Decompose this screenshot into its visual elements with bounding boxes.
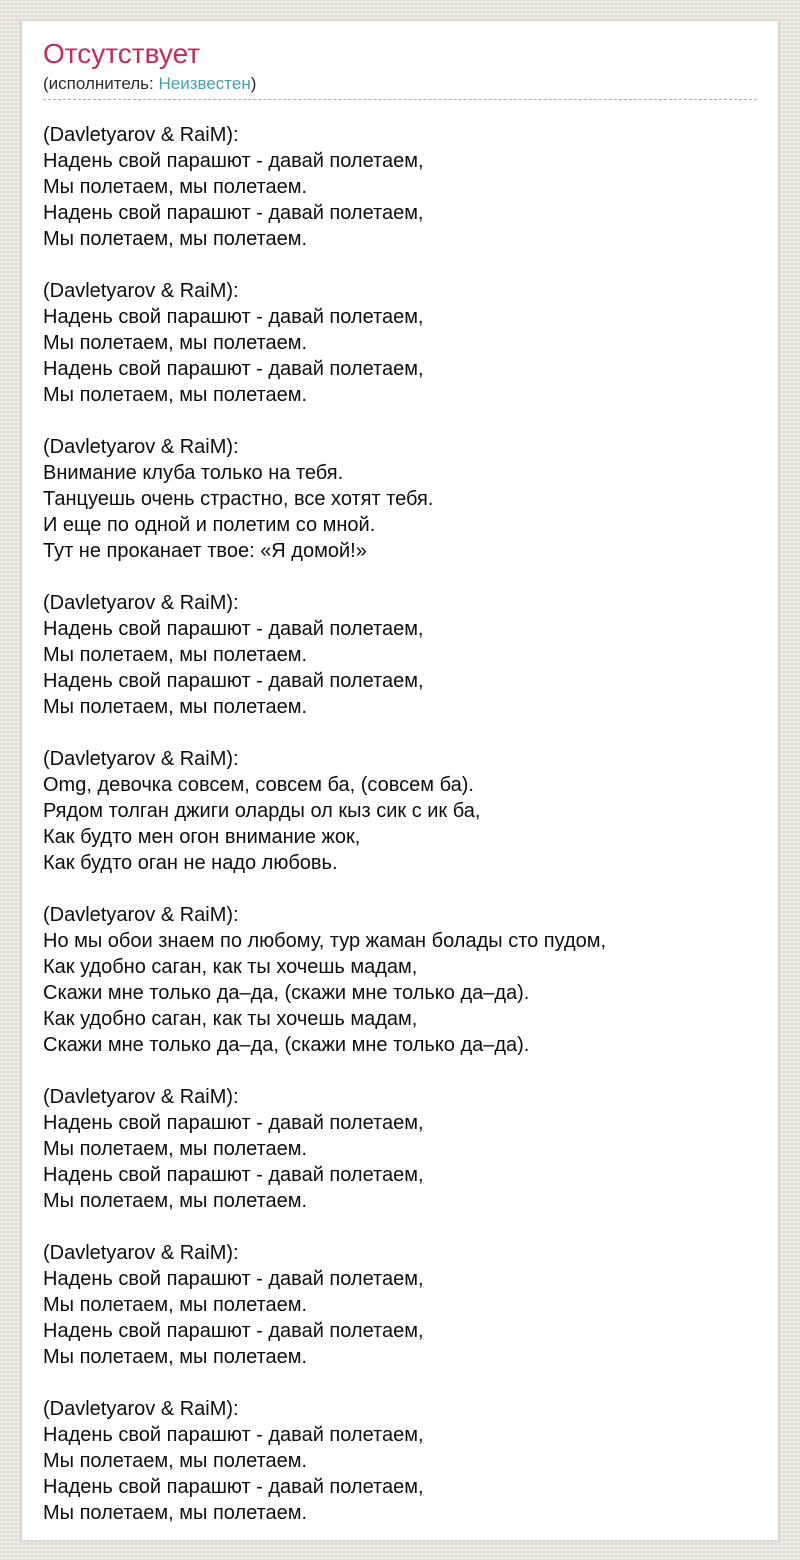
stanza xyxy=(43,122,757,252)
lyric-line: Мы полетаем, мы полетаем. xyxy=(43,384,308,406)
lyric-line: Мы полетаем, мы полетаем. xyxy=(43,228,308,250)
lyric-line: Мы полетаем, мы полетаем. xyxy=(43,1294,308,1316)
lyric-line: (Davletyarov & RaiM): xyxy=(43,592,239,614)
lyric-line: (Davletyarov & RaiM): xyxy=(43,436,239,458)
lyric-line: Omg, девочка совсем, совсем ба, (совсем ба). xyxy=(43,774,474,796)
lyric-line: Мы полетаем, мы полетаем. xyxy=(43,696,308,718)
lyric-line: Мы полетаем, мы полетаем. xyxy=(43,1346,308,1368)
lyric-line: Надень свой парашют - давай полетаем, xyxy=(43,306,424,328)
lyric-line: Надень свой парашют - давай полетаем, xyxy=(43,1320,424,1342)
lyric-line: Мы полетаем, мы полетаем. xyxy=(43,1190,308,1212)
lyric-line: Надень свой парашют - давай полетаем, xyxy=(43,618,424,640)
stanza xyxy=(43,278,757,408)
lyric-line: Внимание клуба только на тебя. xyxy=(43,462,344,484)
lyric-line: (Davletyarov & RaiM): xyxy=(43,1398,239,1420)
stanza xyxy=(43,1396,757,1526)
stanza xyxy=(43,434,757,564)
stanza xyxy=(43,902,757,1058)
lyric-line: Как удобно саган, как ты хочешь мадам, xyxy=(43,1008,418,1030)
lyric-line: Как будто мен огон внимание жок, xyxy=(43,826,361,848)
artist-label: (исполнитель: xyxy=(43,74,159,93)
lyric-line: (Davletyarov & RaiM): xyxy=(43,1242,239,1264)
lyrics-card xyxy=(21,20,779,1541)
stanza xyxy=(43,1084,757,1214)
lyric-line: Надень свой парашют - давай полетаем, xyxy=(43,150,424,172)
lyric-line: Мы полетаем, мы полетаем. xyxy=(43,1502,308,1524)
artist-line xyxy=(43,73,757,95)
stanza xyxy=(43,590,757,720)
lyric-line: Тут не проканает твое: «Я домой!» xyxy=(43,540,367,562)
song-title: Отсутствует xyxy=(43,38,201,69)
lyric-line: (Davletyarov & RaiM): xyxy=(43,904,239,926)
lyric-line: Мы полетаем, мы полетаем. xyxy=(43,332,308,354)
artist-link[interactable]: Неизвестен xyxy=(158,74,251,93)
lyric-line: Надень свой парашют - давай полетаем, xyxy=(43,1424,424,1446)
lyric-line: Надень свой парашют - давай полетаем, xyxy=(43,1268,424,1290)
stanza xyxy=(43,1240,757,1370)
lyric-line: И еще по одной и полетим со мной. xyxy=(43,514,376,536)
lyric-line: Надень свой парашют - давай полетаем, xyxy=(43,202,424,224)
lyric-line: Мы полетаем, мы полетаем. xyxy=(43,644,308,666)
lyric-line: Рядом толган джиги оларды ол кыз сик с ик ба, xyxy=(43,800,481,822)
lyric-line: Мы полетаем, мы полетаем. xyxy=(43,176,308,198)
lyric-line: Мы полетаем, мы полетаем. xyxy=(43,1450,308,1472)
artist-label-suffix: ) xyxy=(250,74,257,93)
lyric-line: Надень свой парашют - давай полетаем, xyxy=(43,358,424,380)
lyric-line: Надень свой парашют - давай полетаем, xyxy=(43,670,424,692)
lyric-line: Надень свой парашют - давай полетаем, xyxy=(43,1164,424,1186)
lyric-line: (Davletyarov & RaiM): xyxy=(43,124,239,146)
lyric-line: Но мы обои знаем по любому, тур жаман болады сто пудом, xyxy=(43,930,607,952)
lyric-line: Надень свой парашют - давай полетаем, xyxy=(43,1112,424,1134)
lyric-line: (Davletyarov & RaiM): xyxy=(43,748,239,770)
stanza xyxy=(43,746,757,876)
lyric-line: Скажи мне только да–да, (скажи мне только да–да). xyxy=(43,982,530,1004)
lyric-line: Скажи мне только да–да, (скажи мне только да–да). xyxy=(43,1034,530,1056)
lyric-line: Мы полетаем, мы полетаем. xyxy=(43,1138,308,1160)
lyric-line: Надень свой парашют - давай полетаем, xyxy=(43,1476,424,1498)
lyric-line: Как будто оган не надо любовь. xyxy=(43,852,338,874)
lyric-line: (Davletyarov & RaiM): xyxy=(43,280,239,302)
lyrics xyxy=(43,122,757,1526)
lyric-line: (Davletyarov & RaiM): xyxy=(43,1086,239,1108)
header-separator xyxy=(43,99,757,100)
lyric-line: Как удобно саган, как ты хочешь мадам, xyxy=(43,956,418,978)
lyric-line: Танцуешь очень страстно, все хотят тебя. xyxy=(43,488,434,510)
